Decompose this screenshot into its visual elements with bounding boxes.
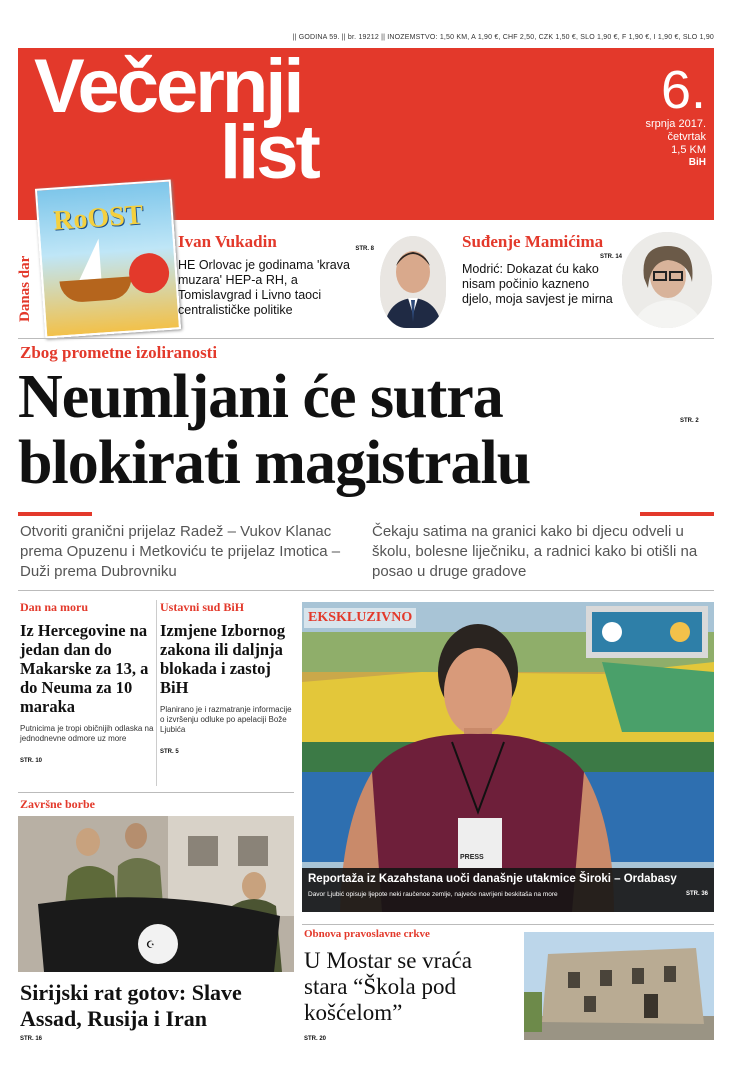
exclusive-caption	[302, 868, 714, 912]
divider	[302, 924, 714, 925]
soldiers-photo-icon	[18, 816, 294, 972]
gift-label	[14, 236, 38, 322]
logo-line-1: Večernji	[34, 44, 302, 129]
teaser-body: HE Orlovac je godinama 'krava muzara' HEP-a RH, a Tomislavgrad i Livno taoci centralističke politike	[178, 258, 350, 317]
issue-date	[645, 62, 706, 168]
divider	[18, 792, 294, 793]
badge-icon	[128, 252, 171, 295]
stadium-photo-icon	[302, 602, 714, 912]
issue-weekday: četvrtak	[667, 131, 706, 143]
story-page: STR. 5	[160, 749, 179, 755]
teaser-mamic[interactable]	[462, 232, 622, 307]
teaser-title: Suđenje Mamićima	[462, 232, 604, 251]
column-divider	[156, 600, 157, 786]
story-ustavni-sud[interactable]	[160, 600, 294, 755]
issue-price: 1,5 KM	[671, 144, 706, 156]
mostar-kicker: Obnova pravoslavne crkve	[304, 928, 430, 940]
sail-icon	[77, 239, 102, 280]
divider	[18, 338, 714, 339]
war-page: STR. 16	[20, 1036, 43, 1042]
teaser-page: STR. 8	[355, 246, 374, 252]
lead-kicker: Zbog prometne izoliranosti	[20, 343, 218, 362]
story-kicker: Dan na moru	[20, 600, 89, 614]
issue-month-year: srpnja 2017.	[645, 118, 706, 130]
mostar-photo[interactable]	[524, 932, 714, 1040]
mostar-page: STR. 20	[304, 1036, 327, 1042]
teaser-vukadin[interactable]	[178, 232, 374, 318]
exclusive-label: EKSKLUZIVNO	[304, 608, 416, 628]
boat-icon	[59, 276, 132, 303]
war-headline[interactable]: Sirijski rat gotov: Slave Assad, Rusija i Iran	[20, 980, 242, 1031]
story-body: Putnicima je tropi običnijih odlaska na jednodnevne odmore uz more	[20, 724, 154, 743]
story-body: Planirano je i razmatranje informacije o izvršenju odluke po apelaciji Bože Ljubića	[160, 705, 292, 734]
person-photo-icon	[380, 236, 446, 328]
teaser-title: Ivan Vukadin	[178, 232, 277, 251]
divider	[18, 590, 714, 591]
story-headline: Iz Hercegovine na jedan dan do Makarske za 13, a do Neuma za 10 maraka	[20, 621, 149, 716]
gift-magazine-cover[interactable]	[35, 179, 181, 338]
teaser-body: Modrić: Dokazat ću kako nisam počinio kazneno djelo, moja savjest je mirna	[462, 262, 613, 306]
old-building-photo-icon	[524, 932, 714, 1040]
newspaper-logo[interactable]	[34, 44, 318, 195]
lead-page: STR. 2	[680, 418, 699, 424]
story-headline: Izmjene Izbornog zakona ili daljnja blokada i zastoj BiH	[160, 621, 286, 697]
exclusive-page: STR. 36	[685, 891, 708, 897]
exclusive-story[interactable]	[302, 602, 714, 912]
press-badge: PRESS	[460, 854, 484, 861]
red-accent-bar	[640, 512, 714, 516]
exclusive-caption-body: Davor Ljubić opisuje ljepote neki raučenoe zemlje, najveće navrijeni beskitaša na more	[308, 891, 558, 898]
teaser-page: STR. 14	[599, 254, 622, 260]
gift-label-text: Danas dar	[17, 255, 33, 322]
story-page: STR. 10	[20, 758, 43, 764]
lead-headline-line-1: Neumljani će sutra	[18, 363, 503, 431]
issue-region: BiH	[688, 157, 706, 168]
story-kicker: Ustavni sud BiH	[160, 600, 245, 614]
issue-info-line: || GODINA 59. || br. 19212 || INOZEMSTVO: 1,50 KM, A 1,90 €, CHF 2,50, CZK 1,50 €, SLO 1,90 €, F 1,90 €, I 1,90 €, SLO 1,90	[292, 34, 714, 41]
lead-headline[interactable]	[18, 364, 718, 496]
person-photo-icon	[622, 232, 712, 328]
mostar-headline[interactable]: U Mostar se vraća stara “Škola pod košćelom”	[304, 948, 472, 1025]
lead-headline-line-2: blokirati magistralu	[18, 429, 531, 497]
red-accent-bar	[18, 512, 92, 516]
portrait-vukadin	[380, 236, 446, 328]
war-photo[interactable]	[18, 816, 294, 972]
lead-sub-right: Čekaju satima na granici kako bi djecu odveli u školu, bolesne liječniku, a radnici kako bi otišli na posao u druge gradove	[372, 523, 698, 580]
flag-emblem: ☪	[146, 940, 155, 951]
story-dan-na-moru[interactable]	[20, 600, 154, 764]
lead-sub-left: Otvoriti granični prijelaz Radež – Vukov Klanac prema Opuzenu i Metkoviću te prijelaz Imotica – Duži prema Dubrovniku	[20, 523, 341, 580]
exclusive-caption-title: Reportaža iz Kazahstana uoči današnje utakmice Široki – Ordabasy	[308, 873, 677, 885]
magazine-title: RoOST	[52, 199, 145, 237]
portrait-modric	[622, 232, 712, 328]
issue-day: 6.	[660, 60, 706, 120]
logo-line-2: list	[220, 110, 318, 195]
war-kicker: Završne borbe	[20, 797, 95, 811]
